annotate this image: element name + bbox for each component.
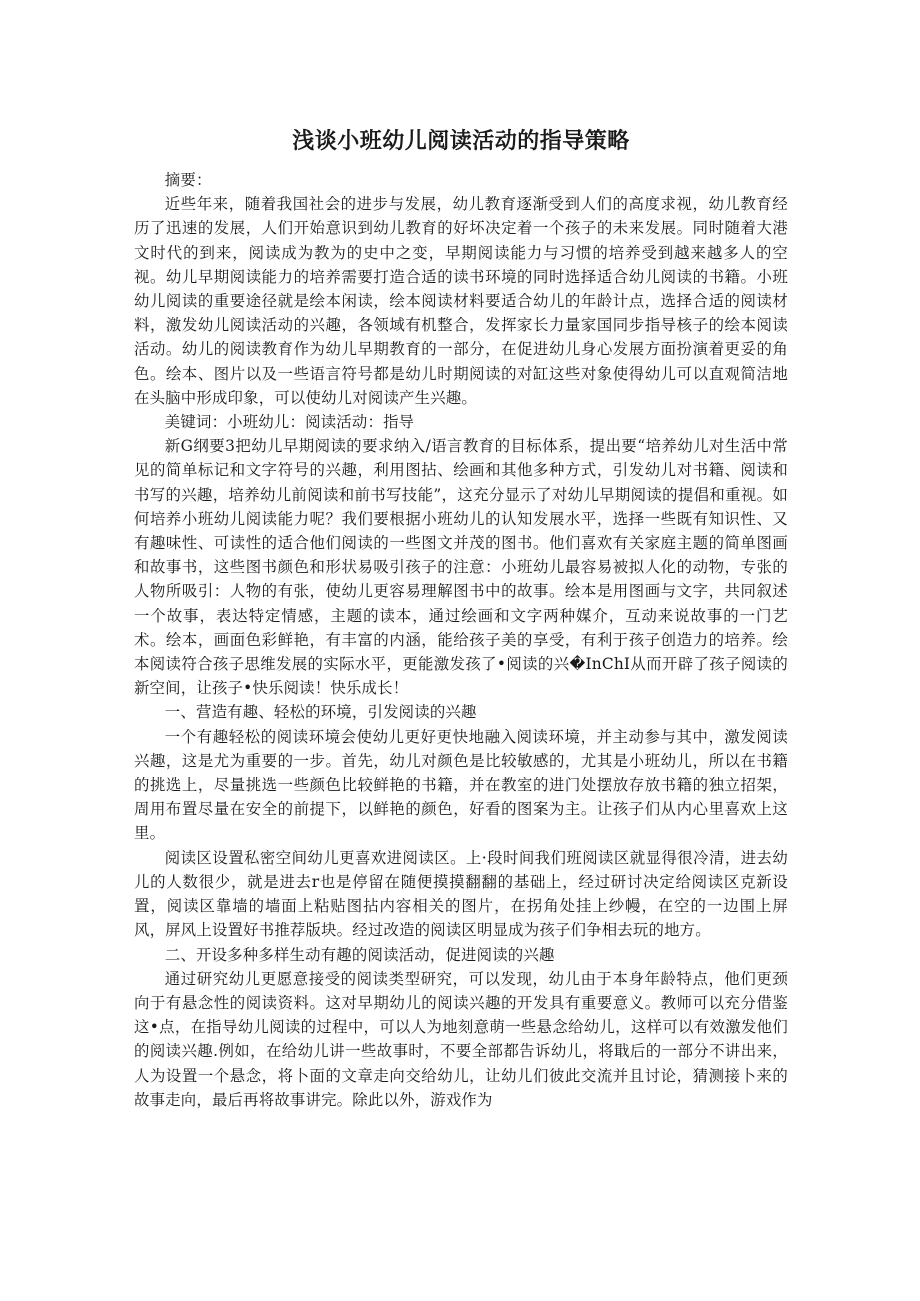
section-heading-2: 二、开设多种多样生动有趣的阅读活动，促进阅读的兴趣 [164, 945, 555, 964]
body-paragraph: 通过研究幼儿更愿意接受的阅读类型研究，可以发现，幼儿由于本身年龄特点，他们更颈向于有悬念性的阅读资料。这对早期幼儿的阅读兴趣的开发具有重要意义。教师可以充分借鉴这•点，在指导幼儿阅读的过程中，可以人为地刻意萌一些悬念给幼儿，这样可以有效激发他们的阅读兴趣.例如，在给幼儿讲一些故事时，不要全部都告诉幼儿，将戢后的一部分不讲出来，人为设置一个悬念，将卜面的文章走向交给幼儿，让幼儿们彼此交流并且讨论，猜测接卜来的故事走向，最后再将故事讲完。除此以外，游戏作为 [134, 969, 788, 1109]
abstract-paragraph: 近些年来，随着我国社会的进步与发展，幼儿教育逐渐受到人们的高度求视，幼儿教育经历了迅速的发展，人们开始意识到幼儿教育的好坏决定着一个孩子的未来发展。同时随着大港文时代的到来，阅读成为教为的史中之变，早期阅读能力与习惯的培养受到越来越多人的空视。幼儿早期阅读能力的培养需要打造合适的读书环境的同时选择适合幼儿阅读的书籍。小班幼儿阅读的重要途径就是绘本闲读，绘本阅读材料要适合幼儿的年龄计点，选择合适的阅读材料，激发幼儿阅读活动的兴趣，各领域有机整合，发挥家长力量家国同步指导核子的绘本阅读活动。幼儿的阅读教育作为幼儿早期教育的一部分，在促进幼儿身心发展方面扮演着更妥的角色。绘本、图片以及一些语言符号都是幼儿时期阅读的对缸这些对象使得幼儿可以直观简洁地在头脑中形成印象，可以使幼儿对阅读产生兴趣。 [134, 195, 788, 407]
intro-paragraph: 新G纲要3把幼儿早期阅读的要求纳入/语言教育的目标体系，提出要“培养幼儿对生活中常见的简单标记和文字符号的兴趣，利用图拈、绘画和其他多种方式，引发幼儿对书籍、阅读和书写的兴趣，培养幼儿前阅读和前书写技能”，这充分显示了对幼儿早期阅读的提倡和重视。如何培养小班幼儿阅读能力呢？我们要根据小班幼儿的认知发展水平，选择一些既有知识性、又有趣味性、可读性的适合他们阅读的一些图文并茂的图书。他们喜欢有关家庭主题的简单图画和故事书，这些图书颜色和形状易吸引孩子的注意：小班幼儿最容易被拟人化的动物，专张的人物所吸引：人物的有张，使幼儿更容易理解图书中的故事。绘本是用图画与文字，共同叙述一个故事，表达特定情感，主题的读本，通过绘画和文字两种媒介，互动来说故事的一门艺术。绘本，画面色彩鲜艳，有丰富的内涵，能给孩子美的享受，有利于孩子创造力的培养。绘本阅读符合孩子思维发展的实际水平，更能激发孩了•阅读的兴�InChI从而开辟了孩子阅读的新空间，让孩子•快乐阅读！快乐成长！ [134, 437, 788, 698]
body-paragraph: 阅读区设置私密空间幼儿更喜欢进阅读区。上·段时间我们班阅读区就显得很冷清，进去幼儿的人数很少，就是进去r也是停留在随便摸摸翻翻的基础上，经过研讨决定给阅读区克新设置，阅读区靠墙的墙面上粘贴图拈内容相关的图片，在拐角处挂上纱幔，在空的一边围上屏风，屏风上设置好书推荐版块。经过改造的阅读区明显成为孩子们争相去玩的地方。 [134, 848, 788, 940]
document-page [134, 124, 788, 1112]
body-paragraph: 一个有趣轻松的阅读环境会使幼儿更好更快地融入阅读环境，并主动参与其中，激发阅读兴趣，这是尤为重要的一步。首先，幼儿对颜色是比较敏感的，尤其是小班幼儿，所以在书籍的挑选上，尽量挑选一些颜色比较鲜艳的书籍，并在教室的进门处摆放存放书籍的独立招架，周用布置尽量在安全的前提下，以鲜艳的颜色，好看的图案为主。让孩子们从内心里喜欢上这里。 [134, 727, 788, 843]
keywords-line: 美键词：小班幼儿：阅读活动：指导 [164, 413, 415, 432]
document-title: 浅谈小班幼儿阅读活动的指导策略 [292, 129, 630, 154]
section-heading-1: 一、营造有趣、轻松的环境，引发阅读的兴趣 [164, 703, 477, 722]
abstract-label: 摘要： [164, 171, 212, 189]
